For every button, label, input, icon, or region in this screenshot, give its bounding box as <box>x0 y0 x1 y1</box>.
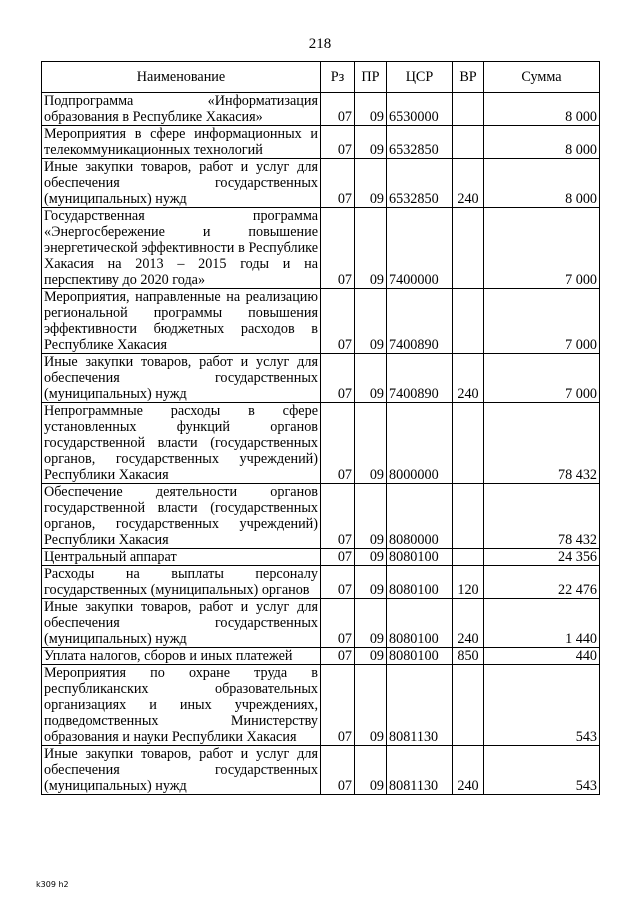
row-rz: 07 <box>321 208 355 289</box>
row-rz: 07 <box>321 93 355 126</box>
row-sum: 78 432 <box>484 403 600 484</box>
row-csr: 6532850 <box>387 159 453 208</box>
row-rz: 07 <box>321 289 355 354</box>
row-csr: 8080000 <box>387 484 453 549</box>
row-sum: 8 000 <box>484 93 600 126</box>
row-pr: 09 <box>355 126 387 159</box>
row-csr: 8080100 <box>387 648 453 665</box>
row-name: Иные закупки товаров, работ и услуг для обеспечения государственных (муниципальных) нужд <box>42 746 321 795</box>
row-name: Иные закупки товаров, работ и услуг для обеспечения государственных (муниципальных) нужд <box>42 599 321 648</box>
table-row <box>42 354 600 403</box>
row-rz: 07 <box>321 484 355 549</box>
row-rz: 07 <box>321 648 355 665</box>
row-vr: 240 <box>453 746 484 795</box>
row-sum: 543 <box>484 665 600 746</box>
row-sum: 1 440 <box>484 599 600 648</box>
row-rz: 07 <box>321 549 355 566</box>
table-row <box>42 208 600 289</box>
row-vr: 240 <box>453 599 484 648</box>
table-row <box>42 746 600 795</box>
row-pr: 09 <box>355 566 387 599</box>
table-row <box>42 289 600 354</box>
row-pr: 09 <box>355 403 387 484</box>
row-vr: 850 <box>453 648 484 665</box>
row-name: Мероприятия в сфере информационных и телекоммуникационных технологий <box>42 126 321 159</box>
row-rz: 07 <box>321 566 355 599</box>
row-name: Непрограммные расходы в сфере установленных функций органов государственной власти (государственных органов, государственных учреждений) Республики Хакасия <box>42 403 321 484</box>
row-pr: 09 <box>355 746 387 795</box>
row-vr <box>453 208 484 289</box>
table-row <box>42 126 600 159</box>
row-name: Центральный аппарат <box>42 549 321 566</box>
row-sum: 7 000 <box>484 289 600 354</box>
row-csr: 8080100 <box>387 566 453 599</box>
row-vr <box>453 665 484 746</box>
row-pr: 09 <box>355 549 387 566</box>
row-vr <box>453 126 484 159</box>
table-row <box>42 599 600 648</box>
table-row <box>42 665 600 746</box>
row-name: Мероприятия по охране труда в республиканских образовательных организациях и иных учреждениях, подведомственных Министерству образования и науки Республики Хакасия <box>42 665 321 746</box>
row-sum: 8 000 <box>484 159 600 208</box>
row-vr <box>453 484 484 549</box>
row-sum: 7 000 <box>484 354 600 403</box>
row-vr <box>453 93 484 126</box>
row-csr: 8000000 <box>387 403 453 484</box>
row-pr: 09 <box>355 484 387 549</box>
row-rz: 07 <box>321 599 355 648</box>
table-row <box>42 648 600 665</box>
row-csr: 8081130 <box>387 746 453 795</box>
header-rz: Рз <box>321 62 355 93</box>
row-csr: 8081130 <box>387 665 453 746</box>
table-row <box>42 93 600 126</box>
row-csr: 8080100 <box>387 549 453 566</box>
row-name: Подпрограмма «Информатизация образования в Республике Хакасия» <box>42 93 321 126</box>
row-rz: 07 <box>321 746 355 795</box>
row-sum: 543 <box>484 746 600 795</box>
row-name: Расходы на выплаты персоналу государственных (муниципальных) органов <box>42 566 321 599</box>
row-csr: 7400890 <box>387 354 453 403</box>
table-row <box>42 403 600 484</box>
row-csr: 6530000 <box>387 93 453 126</box>
header-sum: Сумма <box>484 62 600 93</box>
page-number: 218 <box>308 36 332 52</box>
row-pr: 09 <box>355 354 387 403</box>
row-sum: 78 432 <box>484 484 600 549</box>
header-pr: ПР <box>355 62 387 93</box>
row-sum: 440 <box>484 648 600 665</box>
table-header-row <box>42 62 600 93</box>
row-csr: 6532850 <box>387 126 453 159</box>
header-vr: ВР <box>453 62 484 93</box>
row-sum: 8 000 <box>484 126 600 159</box>
row-csr: 8080100 <box>387 599 453 648</box>
row-rz: 07 <box>321 665 355 746</box>
row-pr: 09 <box>355 208 387 289</box>
row-vr: 120 <box>453 566 484 599</box>
row-name: Иные закупки товаров, работ и услуг для обеспечения государственных (муниципальных) нужд <box>42 354 321 403</box>
row-sum: 22 476 <box>484 566 600 599</box>
table-row <box>42 549 600 566</box>
header-csr: ЦСР <box>387 62 453 93</box>
row-rz: 07 <box>321 354 355 403</box>
footer-code: k309 h2 <box>36 880 69 889</box>
row-sum: 24 356 <box>484 549 600 566</box>
row-vr: 240 <box>453 354 484 403</box>
row-vr <box>453 289 484 354</box>
row-csr: 7400890 <box>387 289 453 354</box>
row-rz: 07 <box>321 159 355 208</box>
budget-table <box>41 61 600 795</box>
row-pr: 09 <box>355 665 387 746</box>
table-row <box>42 484 600 549</box>
row-name: Обеспечение деятельности органов государственной власти (государственных органов, государственных учреждений) Республики Хакасия <box>42 484 321 549</box>
row-csr: 7400000 <box>387 208 453 289</box>
row-rz: 07 <box>321 126 355 159</box>
row-vr: 240 <box>453 159 484 208</box>
row-sum: 7 000 <box>484 208 600 289</box>
row-pr: 09 <box>355 93 387 126</box>
table-row <box>42 566 600 599</box>
row-pr: 09 <box>355 599 387 648</box>
row-pr: 09 <box>355 648 387 665</box>
row-name: Государственная программа «Энергосбережение и повышение энергетической эффективности в Республике Хакасия на 2013 – 2015 годы и на перспективу до 2020 года» <box>42 208 321 289</box>
row-rz: 07 <box>321 403 355 484</box>
row-name: Уплата налогов, сборов и иных платежей <box>42 648 321 665</box>
row-vr <box>453 549 484 566</box>
row-pr: 09 <box>355 159 387 208</box>
table-row <box>42 159 600 208</box>
row-name: Иные закупки товаров, работ и услуг для обеспечения государственных (муниципальных) нужд <box>42 159 321 208</box>
row-vr <box>453 403 484 484</box>
row-pr: 09 <box>355 289 387 354</box>
header-name: Наименование <box>42 62 321 93</box>
row-name: Мероприятия, направленные на реализацию региональной программы повышения эффективности бюджетных расходов в Республике Хакасия <box>42 289 321 354</box>
